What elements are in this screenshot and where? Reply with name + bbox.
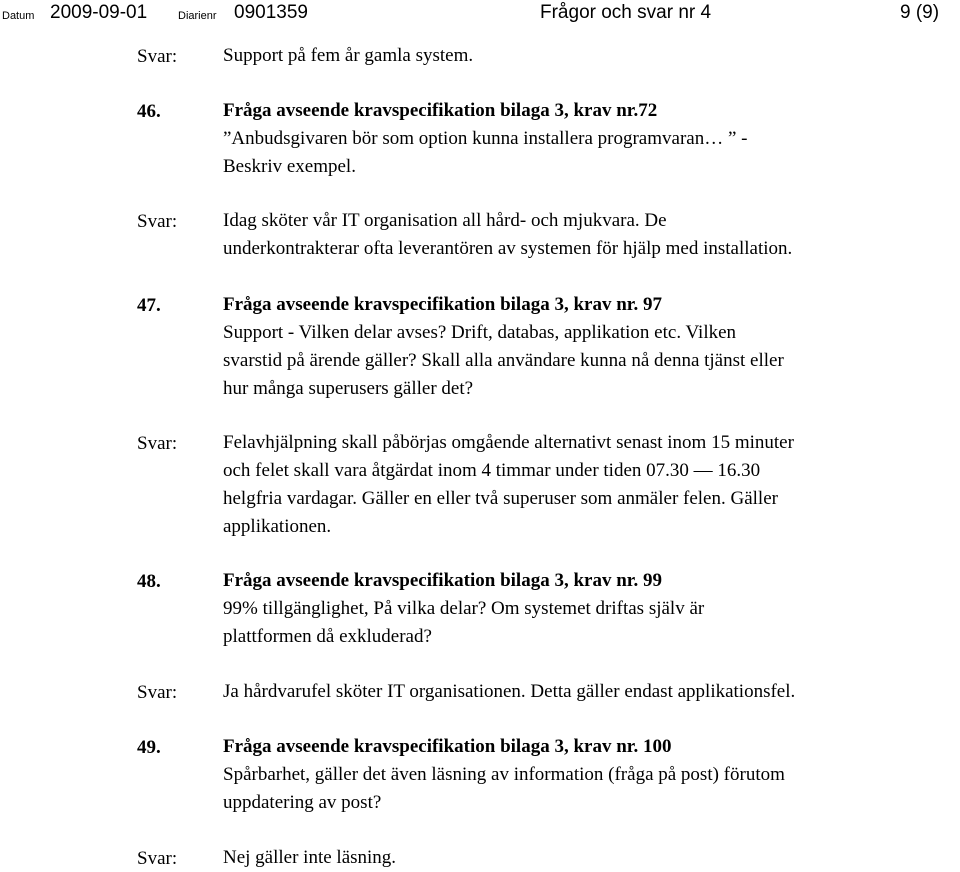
question-text — [223, 733, 785, 817]
header-diarienr: 0901359 — [234, 2, 308, 23]
svar-label: Svar: — [137, 433, 178, 454]
answer-line: Support på fem år gamla system. — [223, 45, 474, 66]
answer-line: Nej gäller inte läsning. — [223, 847, 397, 868]
answer-line: underkontrakterar ofta leverantören av systemen för hjälp med installation. — [223, 238, 793, 259]
question-title: Fråga avseende kravspecifikation bilaga 3, krav nr. 100 — [223, 736, 672, 757]
answer-line: helgfria vardagar. Gäller en eller två superuser som anmäler felen. Gäller — [223, 488, 778, 509]
answer-line: Felavhjälpning skall påbörjas omgående alternativt senast inom 15 minuter — [223, 432, 794, 453]
question-number: 48. — [137, 571, 161, 592]
question-title: Fråga avseende kravspecifikation bilaga 3, krav nr.72 — [223, 100, 658, 121]
question-line: Spårbarhet, gäller det även läsning av information (fråga på post) förutom — [223, 764, 785, 785]
answer-text — [223, 678, 795, 706]
header-page-number: 9 (9) — [900, 2, 940, 23]
answer-text — [223, 42, 473, 70]
answer-line: och felet skall vara åtgärdat inom 4 timmar under tiden 07.30 — 16.30 — [223, 460, 761, 481]
question-line: Support - Vilken delar avses? Drift, databas, applikation etc. Vilken — [223, 322, 737, 343]
question-line: Beskriv exempel. — [223, 156, 356, 177]
question-text — [223, 567, 704, 651]
svar-label: Svar: — [137, 211, 178, 232]
answer-text — [223, 429, 794, 541]
answer-line: applikationen. — [223, 516, 332, 537]
answer-line: Ja hårdvarufel sköter IT organisationen. Detta gäller endast applikationsfel. — [223, 681, 796, 702]
question-line: 99% tillgänglighet, På vilka delar? Om systemet driftas själv är — [223, 598, 705, 619]
question-line: hur många superusers gäller det? — [223, 378, 474, 399]
question-number: 46. — [137, 101, 161, 122]
page-header — [0, 0, 960, 40]
answer-text — [223, 207, 792, 263]
question-text — [223, 97, 747, 181]
question-title: Fråga avseende kravspecifikation bilaga 3, krav nr. 99 — [223, 570, 662, 591]
question-number: 49. — [137, 737, 161, 758]
question-line: svarstid på ärende gäller? Skall alla användare kunna nå denna tjänst eller — [223, 350, 784, 371]
svar-label: Svar: — [137, 682, 178, 703]
question-number: 47. — [137, 295, 161, 316]
answer-line: Idag sköter vår IT organisation all hård- och mjukvara. De — [223, 210, 667, 231]
header-date: 2009-09-01 — [50, 2, 148, 23]
question-line: plattformen då exkluderad? — [223, 626, 432, 647]
svar-label: Svar: — [137, 848, 178, 869]
question-line: uppdatering av post? — [223, 792, 382, 813]
datum-label: Datum — [2, 10, 35, 22]
header-doc-title: Frågor och svar nr 4 — [540, 2, 712, 23]
question-title: Fråga avseende kravspecifikation bilaga 3, krav nr. 97 — [223, 294, 662, 315]
svar-label: Svar: — [137, 46, 178, 67]
question-line: ”Anbudsgivaren bör som option kunna installera programvaran… ” - — [223, 128, 748, 149]
answer-text — [223, 844, 396, 872]
question-text — [223, 291, 784, 403]
diarienr-label: Diarienr — [178, 10, 217, 22]
